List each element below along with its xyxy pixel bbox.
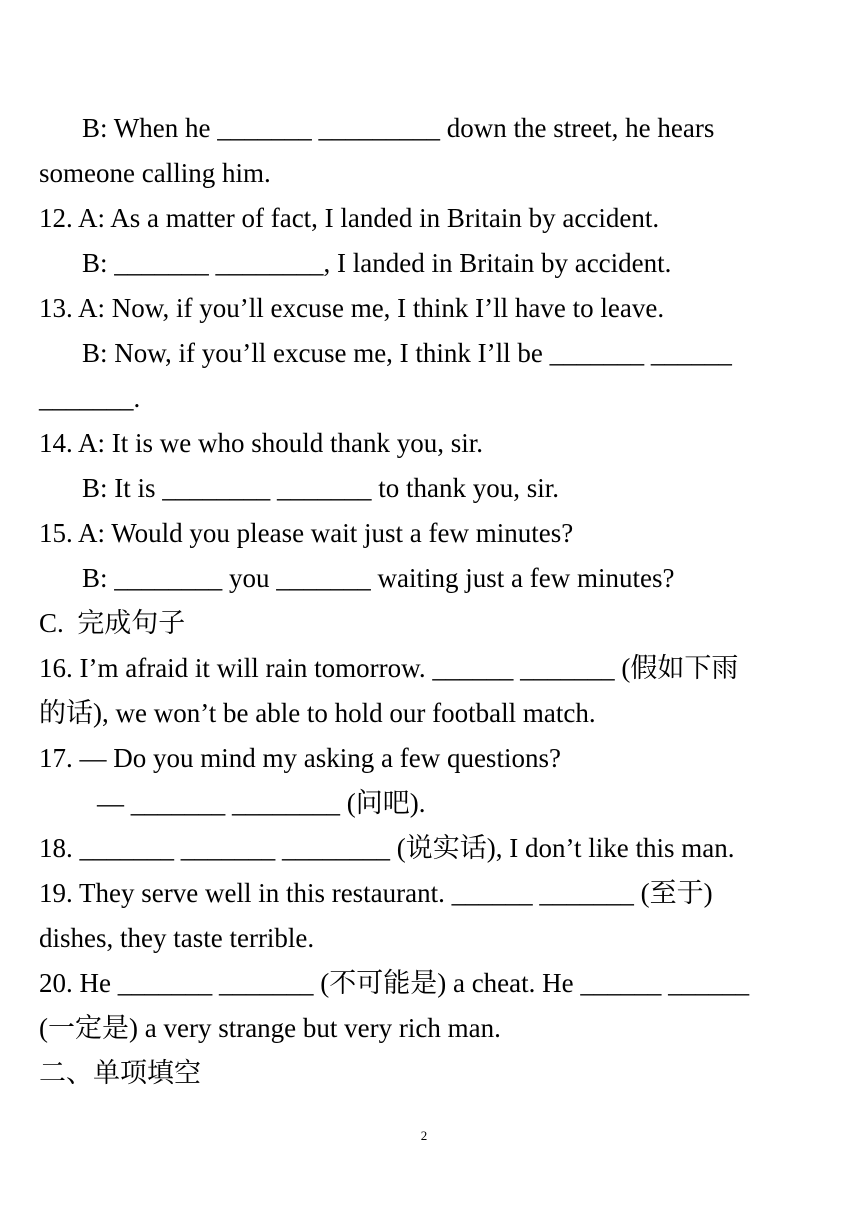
- q14-b-line: B: It is ________ _______ to thank you, sir.: [82, 473, 560, 503]
- q20-continuation: (一定是) a very strange but very rich man.: [39, 1013, 501, 1043]
- q16-line: 16. I’m afraid it will rain tomorrow. ______ _______ (假如下雨: [39, 653, 739, 683]
- q13-a-line: 13. A: Now, if you’ll excuse me, I think I’ll have to leave.: [39, 293, 665, 323]
- q12-a-line: 12. A: As a matter of fact, I landed in Britain by accident.: [39, 203, 660, 233]
- q16-continuation: 的话), we won’t be able to hold our football match.: [39, 698, 596, 728]
- q12-b-line: B: _______ ________, I landed in Britain by accident.: [82, 248, 672, 278]
- q19-line: 19. They serve well in this restaurant. ______ _______ (至于): [39, 878, 713, 908]
- q15-b-line: B: ________ you _______ waiting just a few minutes?: [82, 563, 675, 593]
- q17-answer-line: — _______ ________ (问吧).: [97, 788, 426, 818]
- q14-a-line: 14. A: It is we who should thank you, sir.: [39, 428, 483, 458]
- q15-a-line: 15. A: Would you please wait just a few minutes?: [39, 518, 574, 548]
- q13-b-line: B: Now, if you’ll excuse me, I think I’ll be _______ ______: [82, 338, 732, 368]
- q13-b-continuation: _______.: [39, 383, 141, 413]
- q18-line: 18. _______ _______ ________ (说实话), I don’t like this man.: [39, 833, 735, 863]
- q11-b-line: B: When he _______ _________ down the street, he hears: [82, 113, 715, 143]
- section-2-heading: 二、单项填空: [39, 1058, 201, 1088]
- q17-line: 17. — Do you mind my asking a few questions?: [39, 743, 561, 773]
- q20-line: 20. He _______ _______ (不可能是) a cheat. He ______ ______: [39, 968, 750, 998]
- section-c-heading: C. 完成句子: [39, 608, 186, 638]
- q11-b-continuation: someone calling him.: [39, 158, 271, 188]
- q19-continuation: dishes, they taste terrible.: [39, 923, 315, 953]
- page-number: 2: [420, 1128, 428, 1143]
